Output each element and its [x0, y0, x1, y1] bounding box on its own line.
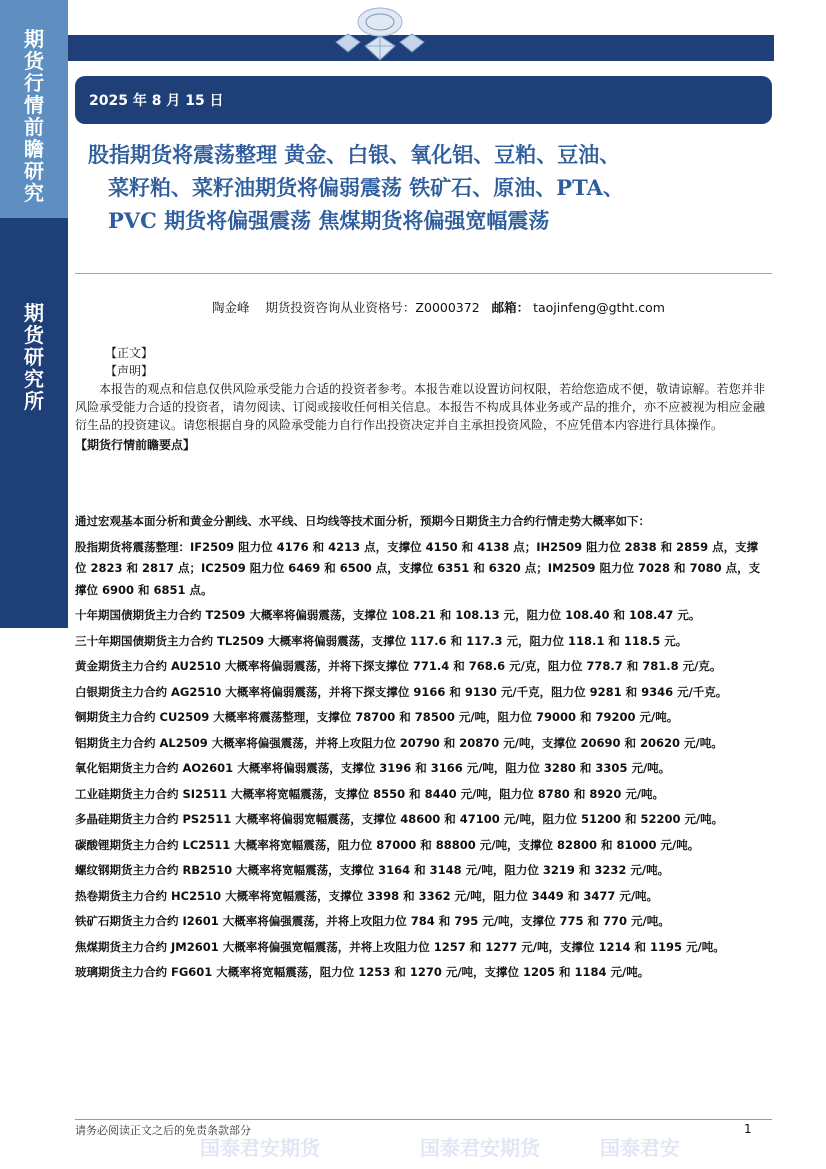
sidebar-char: 究 — [24, 367, 44, 391]
sidebar-char: 行 — [24, 71, 44, 95]
list-item: 玻璃期货主力合约 FG601 大概率将宽幅震荡，阻力位 1253 和 1270 元/吨，支撑位 1205 和 1184 元/吨。 — [75, 965, 650, 979]
title-line-2: 菜籽粕、菜籽油期货将偏弱震荡 铁矿石、原油、PTA、 — [108, 175, 624, 200]
list-item: 三十年期国债期货主力合约 TL2509 大概率将偏弱震荡，支撑位 117.6 和 117.3 元，阻力位 118.1 和 118.5 元。 — [75, 633, 688, 648]
list-item: 铜期货主力合约 CU2509 大概率将震荡整理，支撑位 78700 和 78500 元/吨，阻力位 79000 和 79200 元/吨。 — [75, 710, 679, 724]
title-divider — [75, 273, 772, 274]
list-item: 碳酸锂期货主力合约 LC2511 大概率将宽幅震荡，阻力位 87000 和 88800 元/吨，支撑位 82800 和 81000 元/吨。 — [75, 837, 700, 852]
list-item: 氧化铝期货主力合约 AO2601 大概率将偏弱震荡，支撑位 3196 和 3166 元/吨，阻力位 3280 和 3305 元/吨。 — [75, 761, 671, 775]
sidebar-char: 研 — [24, 159, 44, 183]
diamond-logo-icon — [330, 2, 430, 64]
sidebar-mid-label — [0, 302, 68, 412]
list-item: 黄金期货主力合约 AU2510 大概率将偏弱震荡，并将下探支撑位 771.4 和 768.6 元/克，阻力位 778.7 和 781.8 元/克。 — [75, 659, 722, 673]
author-line — [212, 298, 665, 316]
footer-note: 请务必阅读正文之后的免责条款部分 — [75, 1124, 251, 1137]
list-item: 股指期货将震荡整理：IF2509 阻力位 4176 和 4213 点，支撑位 4150 和 4138 点；IH2509 阻力位 2838 和 2859 点，支撑位 2823 和 2817 点；IC2509 阻力位 6469 和 6500 点，支撑位 6351 和 6320 点；IM2509 阻力位 7028 和 7080 点，支撑位 6900 和 6851 点。 — [75, 539, 761, 597]
list-item: 螺纹钢期货主力合约 RB2510 大概率将宽幅震荡，支撑位 3164 和 3148 元/吨，阻力位 3219 和 3232 元/吨。 — [75, 863, 670, 877]
sidebar-char: 情 — [24, 93, 44, 117]
author-qualification: 期货投资咨询从业资格号：Z0000372 — [265, 300, 480, 315]
sidebar-middle-block — [0, 218, 68, 628]
list-item: 铁矿石期货主力合约 I2601 大概率将偏强震荡，并将上攻阻力位 784 和 795 元/吨，支撑位 775 和 770 元/吨。 — [75, 914, 670, 928]
list-item: 十年期国债期货主力合约 T2509 大概率将偏弱震荡，支撑位 108.21 和 108.13 元，阻力位 108.40 和 108.47 元。 — [75, 608, 701, 622]
page-number: 1 — [744, 1122, 752, 1136]
list-item: 多晶硅期货主力合约 PS2511 大概率将偏弱宽幅震荡，支撑位 48600 和 47100 元/吨，阻力位 51200 和 52200 元/吨。 — [75, 812, 724, 826]
date-bar — [75, 76, 772, 124]
list-item: 工业硅期货主力合约 SI2511 大概率将宽幅震荡，支撑位 8550 和 8440 元/吨，阻力位 8780 和 8920 元/吨。 — [75, 786, 665, 801]
tag-main: 【正文】 — [105, 346, 154, 360]
watermark: 国泰君安期货 — [420, 1136, 540, 1160]
watermark: 国泰君安 — [600, 1136, 680, 1160]
points-header: 【期货行情前瞻要点】 — [75, 438, 196, 452]
sidebar-lower-block — [0, 628, 68, 1169]
list-item: 白银期货主力合约 AG2510 大概率将偏弱震荡，并将下探支撑位 9166 和 9130 元/千克，阻力位 9281 和 9346 元/千克。 — [75, 684, 728, 699]
list-item: 焦煤期货主力合约 JM2601 大概率将偏强宽幅震荡，并将上攻阻力位 1257 和 1277 元/吨，支撑位 1214 和 1195 元/吨。 — [75, 939, 725, 954]
author-email-label: 邮箱： — [491, 300, 530, 315]
footer-divider — [75, 1119, 772, 1120]
author-name: 陶金峰 — [212, 300, 250, 315]
title-line-1: 股指期货将震荡整理 黄金、白银、氧化铝、豆粕、豆油、 — [88, 142, 621, 167]
points-list — [75, 511, 767, 984]
sidebar-char: 期 — [24, 27, 44, 51]
sidebar-char: 货 — [24, 323, 44, 347]
list-item: 铝期货主力合约 AL2509 大概率将偏强震荡，并将上攻阻力位 20790 和 20870 元/吨，支撑位 20690 和 20620 元/吨。 — [75, 735, 723, 750]
watermark: 国泰君安期货 — [200, 1136, 320, 1160]
statement-paragraph: 本报告的观点和信息仅供风险承受能力合适的投资者参考。本报告难以设置访问权限，若给您造成不便，敬请谅解。若您并非风险承受能力合适的投资者，请勿阅读、订阅或接收任何相关信息。本报告不构成具体业务或产品的推介，亦不应被视为相应金融衍生品的投资建议。请您根据自身的风险承受能力自行作出投资决定并自主承担投资风险，不应凭借本内容进行具体操作。 — [75, 382, 765, 432]
sidebar-char: 所 — [24, 389, 44, 413]
sidebar-top-label — [0, 28, 68, 204]
sidebar-char: 前 — [24, 115, 44, 139]
report-date: 2025 年 8 月 15 日 — [89, 93, 224, 109]
sidebar-char: 货 — [24, 49, 44, 73]
author-email[interactable]: taojinfeng@gtht.com — [533, 300, 665, 315]
list-item: 通过宏观基本面分析和黄金分割线、水平线、日均线等技术面分析，预期今日期货主力合约行情走势大概率如下： — [75, 514, 650, 528]
sidebar-char: 究 — [24, 181, 44, 205]
body-section — [75, 344, 765, 454]
sidebar-char: 期 — [24, 301, 44, 325]
title-line-3: PVC 期货将偏强震荡 焦煤期货将偏强宽幅震荡 — [108, 208, 550, 233]
report-title — [88, 138, 768, 237]
tag-statement: 【声明】 — [105, 364, 154, 378]
list-item: 热卷期货主力合约 HC2510 大概率将宽幅震荡，支撑位 3398 和 3362 元/吨，阻力位 3449 和 3477 元/吨。 — [75, 888, 659, 903]
sidebar-char: 瞻 — [24, 137, 44, 161]
sidebar — [0, 0, 68, 1169]
sidebar-char: 研 — [24, 345, 44, 369]
